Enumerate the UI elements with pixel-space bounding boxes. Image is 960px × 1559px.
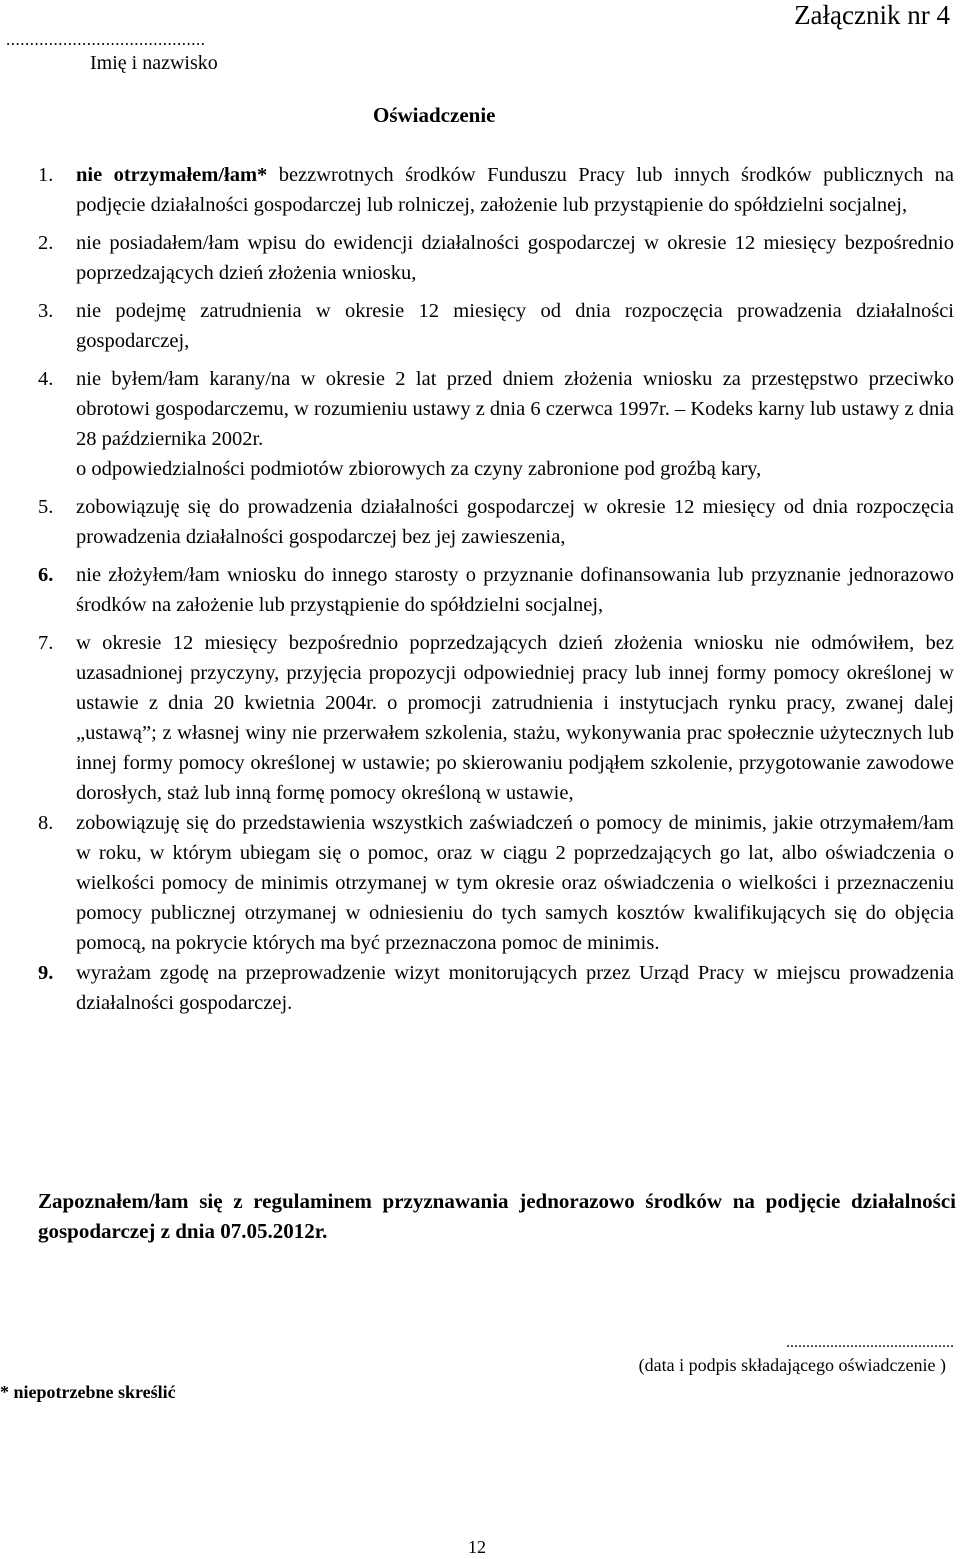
- acknowledgement-statement: Zapoznałem/łam się z regulaminem przyznawania jednorazowo środków na podjęcie działalności gospodarczej z dnia 07.05.2012r.: [38, 1189, 956, 1243]
- item-number: 2.: [38, 232, 54, 254]
- item-number: 7.: [38, 632, 54, 654]
- list-item-4: [0, 364, 960, 484]
- item-number: 1.: [38, 164, 54, 186]
- item-text: zobowiązuję się do przedstawienia wszystkich zaświadczeń o pomocy de minimis, jakie otrzymałem/łam w roku, w którym ubiegam się o pomoc, oraz w ciągu 2 poprzedzających go lat, albo oświadczenia o wielkości pomocy de minimis otrzymanej w tym okresie oraz oświadczenia o wielkości i przeznaczeniu pomocy publicznej otrzymanej w odniesieniu do tych samych kosztów kwalifikujących się do objęcia pomocą, na pokrycie których ma być przeznaczona pomoc de minimis.: [76, 812, 954, 954]
- item-text: nie otrzymałem/łam* bezzwrotnych środków Funduszu Pracy lub innych środków publicznych na podjęcie działalności gospodarczej lub rolniczej, założenie lub przystąpienie do spółdzielni socjalnej,: [76, 164, 955, 216]
- name-dotted-line: ..........................................: [6, 30, 206, 49]
- item-text: zobowiązuję się do prowadzenia działalności gospodarczej w okresie 12 miesięcy od dnia rozpoczęcia prowadzenia działalności gospodarczej bez jej zawieszenia,: [76, 496, 954, 548]
- item-text: nie byłem/łam karany/na w okresie 2 lat przed dniem złożenia wniosku za przestępstwo przeciwko obrotowi gospodarczemu, w rozumieniu ustawy z dnia 6 czerwca 1997r. – Kodeks karny lub ustawy z dnia 28 października 2002r.: [76, 368, 954, 450]
- item-number: 3.: [38, 300, 54, 322]
- list-item-1: [0, 160, 960, 220]
- attachment-number: Załącznik nr 4: [794, 0, 950, 30]
- signature-label: (data i podpis składającego oświadczenie ): [638, 1355, 946, 1375]
- item-number: 9.: [38, 962, 54, 984]
- list-item-6: [0, 560, 960, 620]
- document-title: Oświadczenie: [373, 103, 496, 127]
- list-item-7: [0, 628, 960, 808]
- page-number: 12: [468, 1537, 486, 1557]
- declaration-list: [0, 160, 960, 1018]
- list-item-2: [0, 228, 960, 288]
- list-item-9: [0, 958, 960, 1018]
- item-number: 4.: [38, 368, 54, 390]
- list-item-5: [0, 492, 960, 552]
- list-item-8: [0, 808, 960, 958]
- item-number: 8.: [38, 812, 54, 834]
- item-text: w okresie 12 miesięcy bezpośrednio poprzedzających dzień złożenia wniosku nie odmówiłem, bez uzasadnionej przyczyny, przyjęcia propozycji odpowiedniej pracy lub innej formy pomocy określonej w ustawie z dnia 20 kwietnia 2004r. o promocji zatrudnienia i instytucjach rynku pracy, zwanej dalej „ustawą”; z własnej winy nie przerwałem szkolenia, stażu, wykonywania prac społecznie użytecznych lub innej formy pomocy określonej w ustawie; po skierowaniu podjąłem szkolenie, przygotowanie zawodowe dorosłych, staż lub inną formę pomocy określoną w ustawie,: [76, 632, 954, 804]
- list-item-3: [0, 296, 960, 356]
- item-number: 5.: [38, 496, 54, 518]
- item-text-continued: o odpowiedzialności podmiotów zbiorowych za czyny zabronione pod groźbą kary,: [76, 458, 762, 480]
- item-text: wyrażam zgodę na przeprowadzenie wizyt monitorujących przez Urząd Pracy w miejscu prowadzenia działalności gospodarczej.: [76, 962, 954, 1014]
- item-lead: nie otrzymałem/łam*: [76, 164, 268, 186]
- item-text: nie złożyłem/łam wniosku do innego starosty o przyznanie dofinansowania lub przyznanie jednorazowo środków na założenie lub przystąpienie do spółdzielni socjalnej,: [76, 564, 954, 616]
- footnote: * niepotrzebne skreślić: [0, 1382, 176, 1402]
- item-text: nie podejmę zatrudnienia w okresie 12 miesięcy od dnia rozpoczęcia prowadzenia działalności gospodarczej,: [76, 300, 954, 352]
- signature-dotted-line: ..........................................: [786, 1334, 954, 1351]
- item-text: nie posiadałem/łam wpisu do ewidencji działalności gospodarczej w okresie 12 miesięcy bezpośrednio poprzedzających dzień złożenia wniosku,: [76, 232, 954, 284]
- name-label: Imię i nazwisko: [90, 52, 218, 74]
- item-number: 6.: [38, 564, 54, 586]
